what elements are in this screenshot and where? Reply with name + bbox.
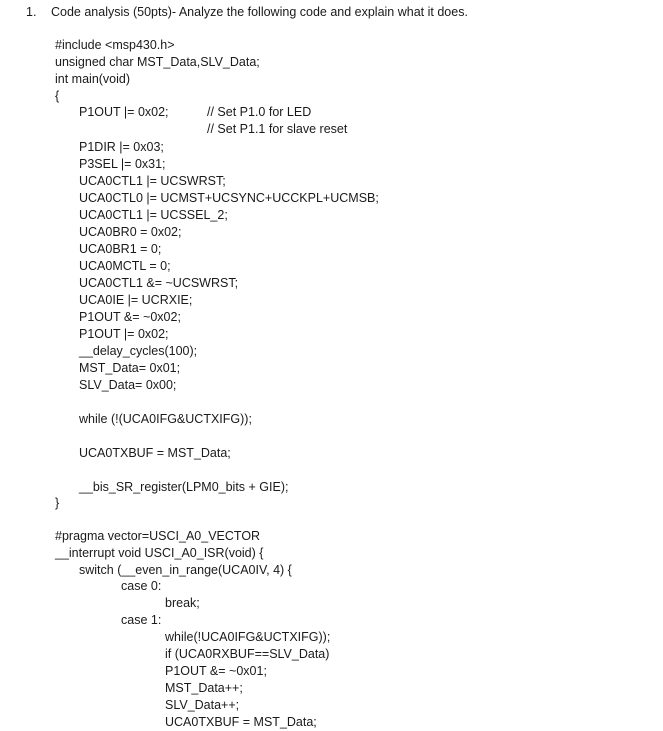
code-comment-reset: // Set P1.1 for slave reset: [207, 122, 348, 136]
question-number: 1.: [26, 5, 37, 19]
code-comment-led: // Set P1.0 for LED: [207, 105, 312, 119]
code-line-p1out-clear: P1OUT &= ~0x02;: [79, 310, 181, 324]
code-line-ctl1-ssel: UCA0CTL1 |= UCSSEL_2;: [79, 208, 228, 222]
code-line-isr-p1out: P1OUT &= ~0x01;: [165, 664, 267, 678]
code-line-mctl: UCA0MCTL = 0;: [79, 259, 171, 273]
code-line-p1out-set: P1OUT |= 0x02;: [79, 105, 169, 119]
code-line-mst-init: MST_Data= 0x01;: [79, 361, 181, 375]
code-line-case1: case 1:: [121, 613, 162, 627]
code-line-ctl1-swrst: UCA0CTL1 |= UCSWRST;: [79, 174, 226, 188]
code-line-slv-init: SLV_Data= 0x00;: [79, 378, 177, 392]
code-line-while-wait: while (!(UCA0IFG&UCTXIFG));: [79, 412, 252, 426]
code-line-p3sel: P3SEL |= 0x31;: [79, 157, 166, 171]
code-line-switch: switch (__even_in_range(UCA0IV, 4) {: [79, 563, 292, 577]
code-line-pragma: #pragma vector=USCI_A0_VECTOR: [55, 529, 261, 543]
code-line-isr-slv-inc: SLV_Data++;: [165, 698, 240, 712]
code-line-br0: UCA0BR0 = 0x02;: [79, 225, 182, 239]
code-line-ctl1-clear: UCA0CTL1 &= ~UCSWRST;: [79, 276, 239, 290]
code-line-ctl0: UCA0CTL0 |= UCMST+UCSYNC+UCCKPL+UCMSB;: [79, 191, 379, 205]
code-line-open-brace: {: [55, 89, 60, 103]
code-line-txbuf: UCA0TXBUF = MST_Data;: [79, 446, 231, 460]
code-line-isr-while: while(!UCA0IFG&UCTXIFG));: [165, 630, 331, 644]
code-line-case0: case 0:: [121, 579, 162, 593]
code-line-delay: __delay_cycles(100);: [79, 344, 198, 358]
code-line-isr-txbuf: UCA0TXBUF = MST_Data;: [165, 715, 317, 729]
code-line-close-brace: }: [55, 496, 60, 510]
code-line-bis-sr: __bis_SR_register(LPM0_bits + GIE);: [79, 480, 289, 494]
code-line-break: break;: [165, 596, 200, 610]
question-heading: [26, 4, 468, 20]
code-line-decl: unsigned char MST_Data,SLV_Data;: [55, 55, 260, 69]
code-line-isr-if: if (UCA0RXBUF==SLV_Data): [165, 647, 330, 661]
code-line-br1: UCA0BR1 = 0;: [79, 242, 162, 256]
code-line-p1out-set2: P1OUT |= 0x02;: [79, 327, 169, 341]
question-text: Code analysis (50pts)- Analyze the following code and explain what it does.: [51, 5, 468, 19]
code-line-isr-sig: __interrupt void USCI_A0_ISR(void) {: [55, 546, 264, 560]
code-line-p1dir: P1DIR |= 0x03;: [79, 140, 164, 154]
code-line-main: int main(void): [55, 72, 131, 86]
code-line-ie: UCA0IE |= UCRXIE;: [79, 293, 193, 307]
code-line-include: #include <msp430.h>: [55, 38, 175, 52]
code-line-isr-mst-inc: MST_Data++;: [165, 681, 243, 695]
